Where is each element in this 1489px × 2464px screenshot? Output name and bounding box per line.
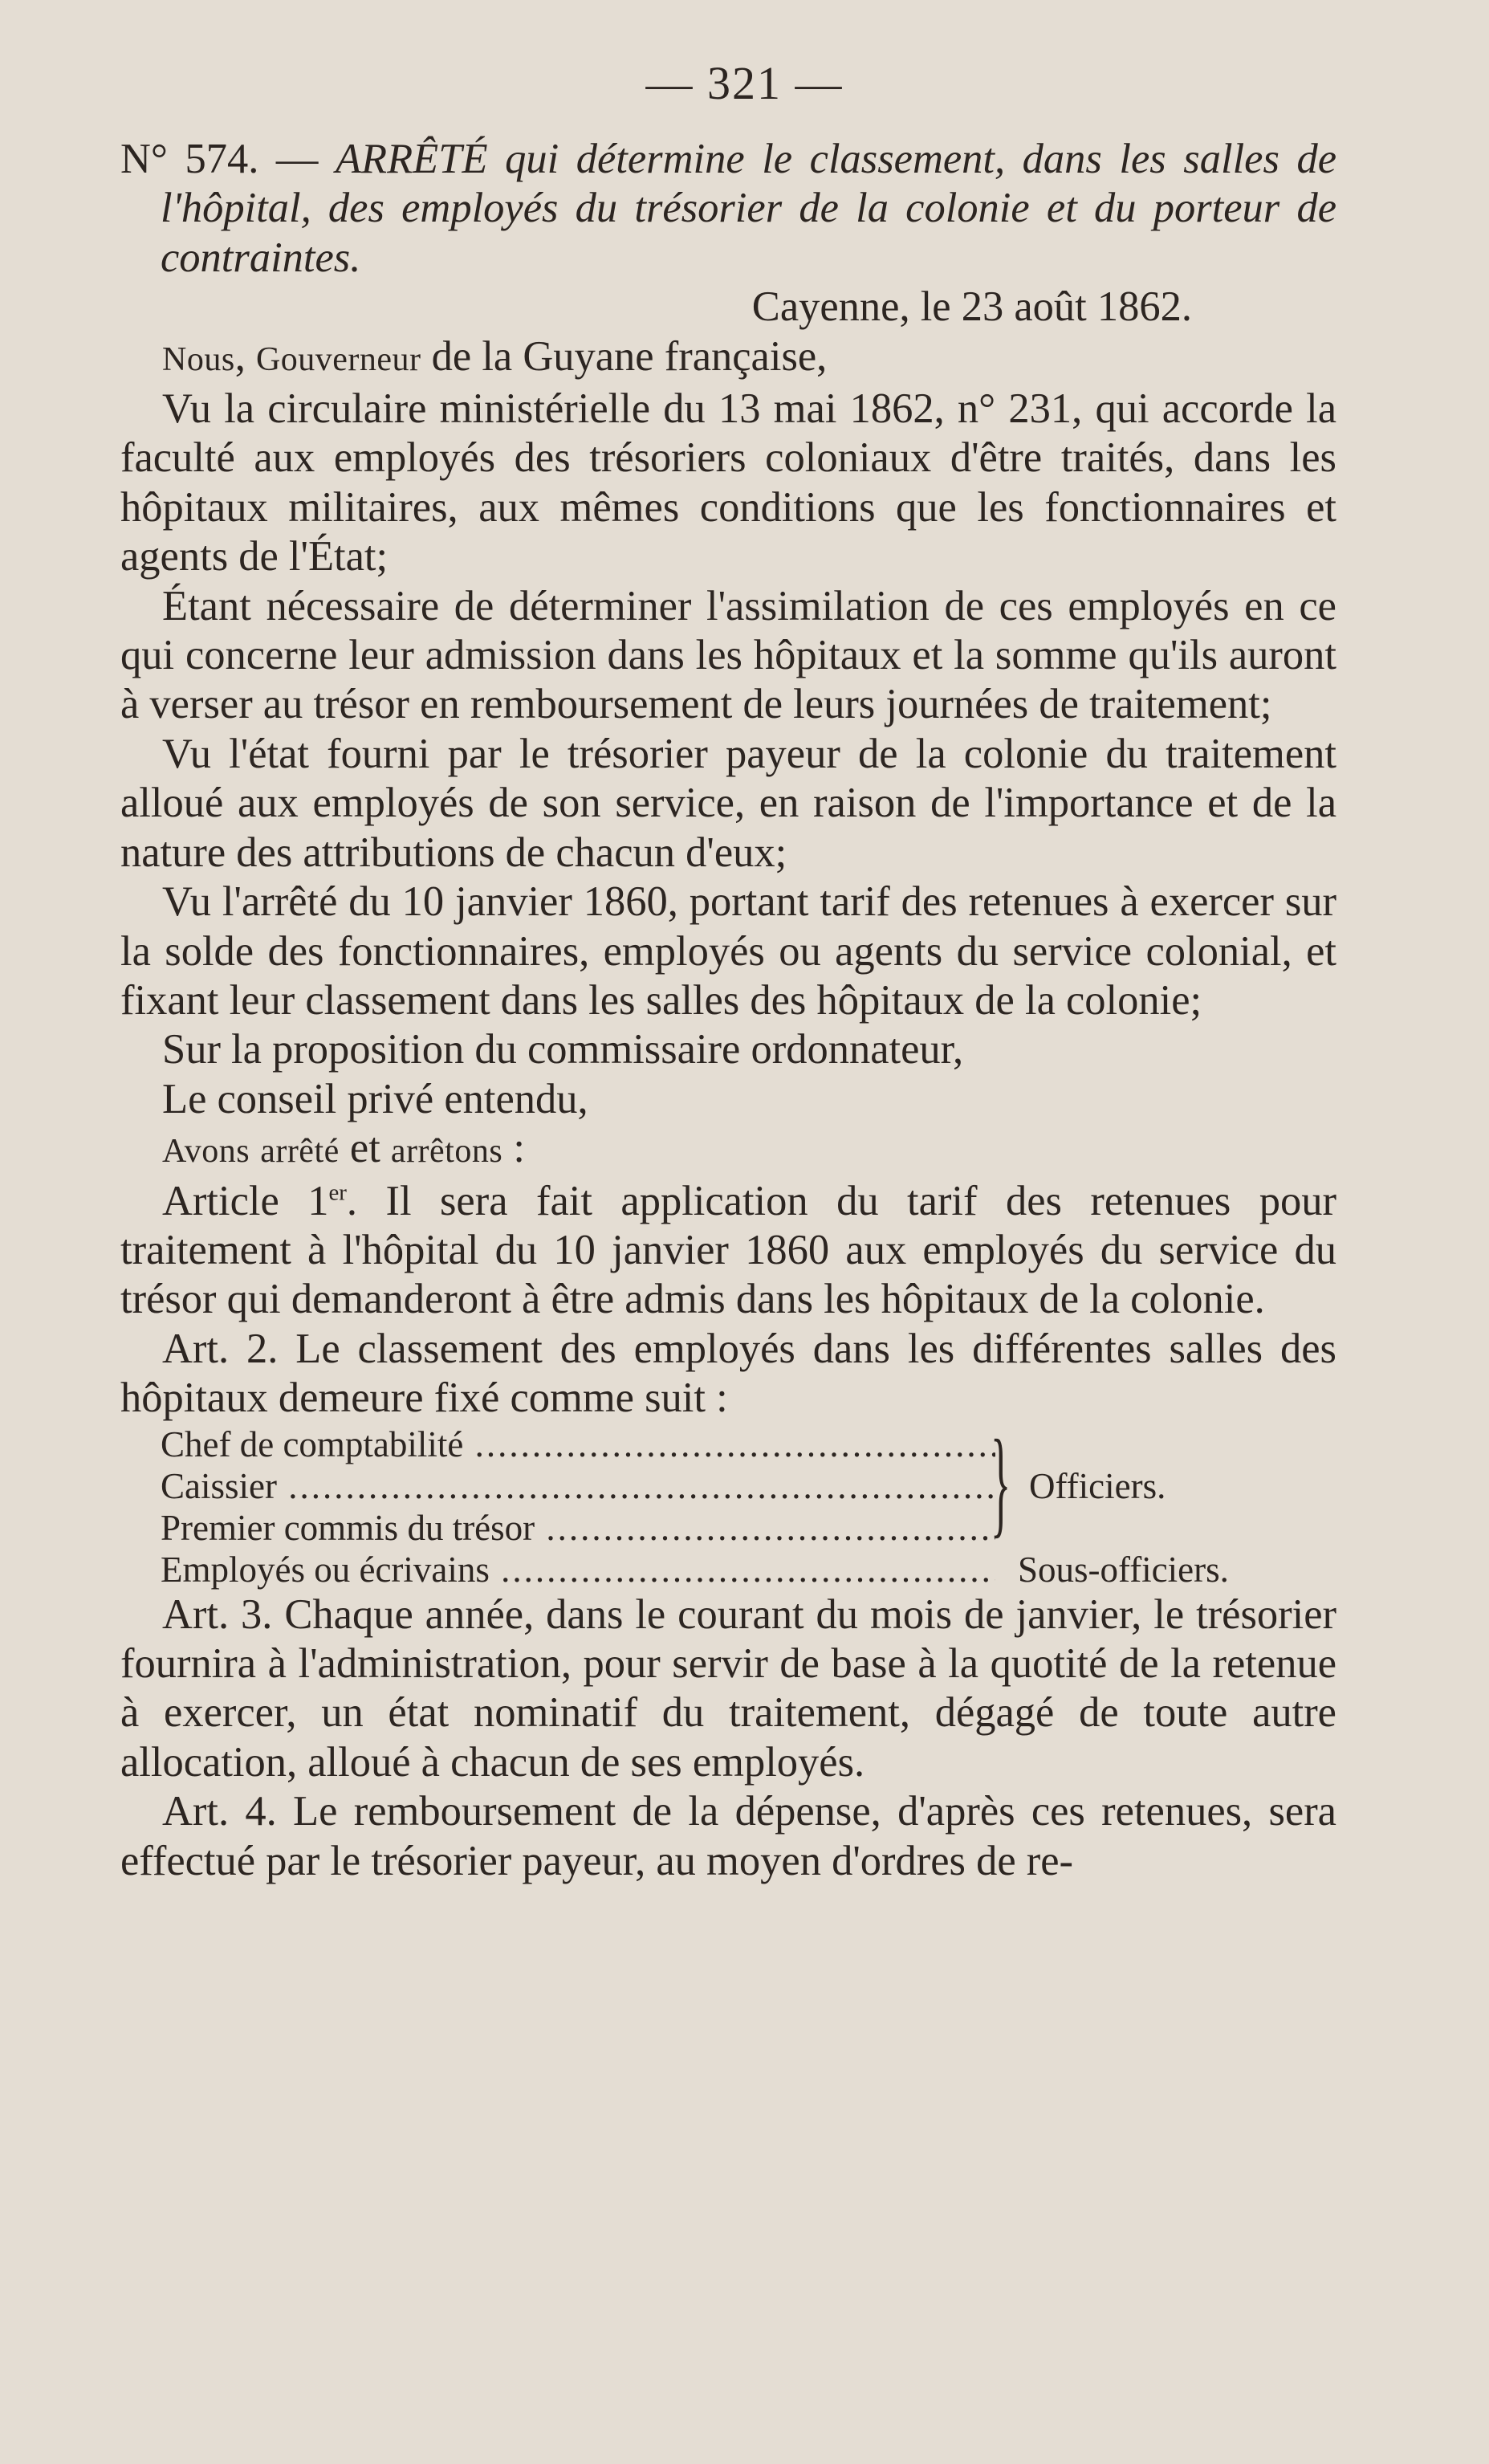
preamble-gouverneur: Gouverneur bbox=[255, 340, 421, 378]
page-number: — 321 — bbox=[645, 57, 844, 109]
article-1-sup: er bbox=[328, 1179, 347, 1206]
classification-table bbox=[161, 1415, 1336, 1590]
decree-date: Cayenne, le 23 août 1862. bbox=[751, 283, 1192, 331]
preamble: Nous, Gouverneur de la Guyane française, bbox=[162, 332, 828, 380]
article-4: Art. 4. Le remboursement de la dépense, d'après ces retenues, sera effectué par le trésorier payeur, au moyen d'ordres de re- bbox=[120, 1788, 1336, 1884]
article-3: Art. 3. Chaque année, dans le courant du mois de janvier, le trésorier fournira à l'administration, pour servir de base à la quotité de la retenue à exercer, un état nominatif du traitement, dégagé de toute autre allocation, alloué à chacun de ses employés. bbox=[120, 1590, 1336, 1786]
class-row: Caissier ..... bbox=[161, 1465, 995, 1507]
avons-colon: : bbox=[513, 1125, 525, 1172]
sous-officiers-row bbox=[161, 1549, 1336, 1590]
paragraph: Étant nécessaire de déterminer l'assimilation de ces employés en ce qui concerne leur admission dans les hôpitaux et la somme qu'ils auront à verser au trésor en remboursement de leurs journées de traitement; bbox=[120, 582, 1336, 728]
article-2: Art. 2. Le classement des employés dans les différentes salles des hôpitaux demeure fixé comme suit : bbox=[120, 1325, 1336, 1422]
paragraph: Le conseil privé entendu, bbox=[162, 1075, 588, 1122]
arrete-word: arrêté bbox=[260, 1133, 340, 1171]
avons-word: Avons bbox=[162, 1133, 250, 1171]
decree-number: N° 574. — bbox=[120, 136, 319, 182]
officers-label: Officiers. bbox=[1029, 1465, 1166, 1506]
officers-group bbox=[161, 1415, 1336, 1549]
decree-heading bbox=[120, 135, 1336, 283]
article-1-label: Article 1 bbox=[162, 1177, 329, 1224]
paragraph: Vu la circulaire ministérielle du 13 mai 1862, n° 231, qui accorde la faculté aux employés des trésoriers coloniaux d'être traités, dans les hôpitaux militaires, aux mêmes conditions que les fonctionnaires et agents de l'État; bbox=[120, 385, 1336, 580]
class-row: Chef de comptabilité ..... bbox=[161, 1423, 995, 1465]
arretons-word: arrêtons bbox=[390, 1133, 503, 1171]
preamble-rest: de la Guyane française, bbox=[431, 332, 828, 380]
article-1 bbox=[120, 1177, 1336, 1325]
et-word: et bbox=[349, 1125, 380, 1172]
class-row: Employés ou écrivains ..... bbox=[161, 1549, 995, 1590]
article-1-text: . Il sera fait application du tarif des retenues pour traitement à l'hôpital du 10 janvier 1860 aux employés du service du trésor qui demanderont à être admis dans les hôpitaux de la colonie. bbox=[120, 1177, 1336, 1323]
brace-glyph: } bbox=[991, 1415, 1011, 1549]
body-text bbox=[120, 135, 1336, 1886]
avons-arrete bbox=[120, 1124, 1336, 1176]
class-row: Premier commis du trésor ..... bbox=[161, 1507, 995, 1549]
sous-officiers-label: Sous-officiers. bbox=[1018, 1549, 1229, 1590]
paragraph: Vu l'état fourni par le trésorier payeur de la colonie du traitement alloué aux employés de son service, en raison de l'importance et de la nature des attributions de chacun d'eux; bbox=[120, 730, 1336, 876]
decree-title: ARRÊTÉ qui détermine le classement, dans les salles de l'hôpital, des employés du trésorier de la colonie et du porteur de contraintes. bbox=[161, 136, 1336, 281]
preamble-nous: Nous bbox=[162, 340, 235, 378]
paragraph: Vu l'arrêté du 10 janvier 1860, portant tarif des retenues à exercer sur la solde des fonctionnaires, employés ou agents du service colonial, et fixant leur classement dans les salles des hôpitaux de la colonie; bbox=[120, 878, 1336, 1024]
paragraph: Sur la proposition du commissaire ordonnateur, bbox=[162, 1026, 964, 1073]
